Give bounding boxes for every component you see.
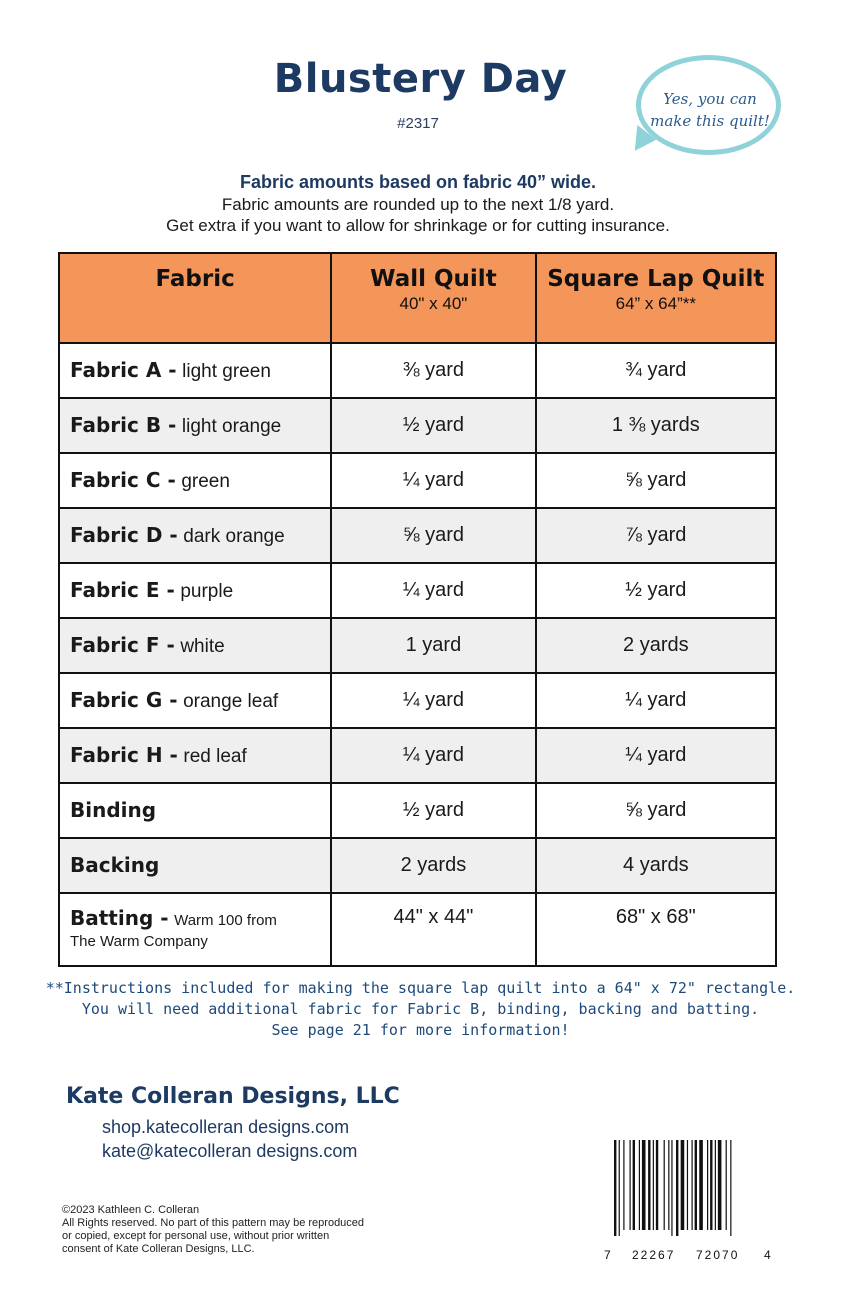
fabric-name-cell [59,453,331,508]
fabric-name: Fabric F - [70,633,175,657]
wall-amount: ⅝ yard [331,508,535,563]
fabric-desc: light orange [181,416,282,437]
upc-digit-right: 4 [764,1248,773,1262]
wall-amount: ¼ yard [331,453,535,508]
wall-amount: 1 yard [331,618,535,673]
wall-amount: ¼ yard [331,673,535,728]
lap-amount: ¼ yard [536,728,776,783]
fabric-name-cell [59,838,331,893]
lap-amount: ⅝ yard [536,453,776,508]
fabric-name-cell [59,398,331,453]
header-wall-label: Wall Quilt [370,266,497,292]
fabric-requirements-table [58,252,777,967]
header-lap-label: Square Lap Quilt [547,266,765,292]
pattern-number: #2317 [397,115,439,132]
batting-desc-2: The Warm Company [70,933,208,950]
fabric-name-cell [59,673,331,728]
fabric-name: Fabric E - [70,578,175,602]
table-row [59,563,776,618]
upc-digits-group-1: 22267 [632,1248,676,1262]
fabric-name-cell [59,343,331,398]
copyright-line: All Rights reserved. No part of this pattern may be reproduced [62,1217,365,1229]
header-wall-size: 40" x 40" [399,294,468,313]
bubble-line-2: make this quilt! [650,112,770,130]
lap-amount: 4 yards [536,838,776,893]
header-lap-size: 64” x 64”** [615,294,696,313]
fabric-desc: red leaf [183,746,247,767]
fabric-name: Batting - [70,906,169,930]
barcode-icon [612,1140,770,1236]
fabric-desc: purple [180,581,234,602]
extra-fabric-note: Get extra if you want to allow for shrinkage or for cutting insurance. [166,216,670,235]
table-row [59,728,776,783]
lap-amount: ¼ yard [536,673,776,728]
fabric-name-cell [59,508,331,563]
table-row [59,618,776,673]
upc-digit-left: 7 [604,1248,613,1262]
fabric-name: Fabric H - [70,743,178,767]
copyright-notice [62,1204,442,1256]
footnote-line-3: See page 21 for more information! [271,1021,570,1039]
header-lap-quilt [536,253,776,343]
fabric-name: Binding [70,798,157,822]
copyright-line: ©2023 Kathleen C. Colleran [62,1204,200,1216]
table-row [59,673,776,728]
lap-amount: ⅝ yard [536,783,776,838]
table-header-row [59,253,776,343]
fabric-name-cell [59,563,331,618]
company-name: Kate Colleran Designs, LLC [66,1084,400,1109]
fabric-name: Fabric A - [70,358,177,382]
fabric-name: Backing [70,853,160,877]
website-link[interactable]: shop.katecolleran designs.com [102,1117,350,1137]
table-row-batting [59,893,776,966]
table-row [59,783,776,838]
rounding-note: Fabric amounts are rounded up to the next 1/8 yard. [221,195,615,214]
header-wall-quilt [331,253,535,343]
footnote-line-2: You will need additional fabric for Fabric B, binding, backing and batting. [81,1000,760,1018]
fabric-desc: dark orange [183,526,285,547]
fabric-name: Fabric D - [70,523,178,547]
table-row [59,343,776,398]
lap-amount: 2 yards [536,618,776,673]
wall-amount: ½ yard [331,783,535,838]
fabric-name-cell [59,893,331,966]
table-row [59,398,776,453]
table-row [59,508,776,563]
fabric-name: Fabric C - [70,468,176,492]
wall-amount: 2 yards [331,838,535,893]
wall-amount: ¼ yard [331,728,535,783]
table-row [59,838,776,893]
copyright-line: or copied, except for personal use, without prior written [62,1230,330,1242]
wall-amount: ¼ yard [331,563,535,618]
fabric-desc: white [180,636,225,657]
header-fabric [59,253,331,343]
lap-amount: 1 ⅜ yards [536,398,776,453]
fabric-name: Fabric B - [70,413,177,437]
speech-bubble-text [640,88,780,132]
lap-amount: ⅞ yard [536,508,776,563]
fabric-desc: green [181,471,230,492]
lap-amount: 68" x 68" [536,893,776,966]
wall-amount: 44" x 44" [331,893,535,966]
lap-amount: ½ yard [536,563,776,618]
fabric-width-note: Fabric amounts based on fabric 40” wide. [239,172,597,192]
fabric-name-cell [59,728,331,783]
fabric-desc: orange leaf [183,691,279,712]
fabric-name: Fabric G - [70,688,178,712]
pattern-title: Blustery Day [273,56,568,102]
copyright-line: consent of Kate Colleran Designs, LLC. [62,1243,255,1255]
footnote-line-1: **Instructions included for making the square lap quilt into a 64" x 72" rectangle. [45,979,796,997]
upc-digits-group-2: 72070 [696,1248,740,1262]
fabric-desc: light green [182,361,271,382]
table-row [59,453,776,508]
wall-amount: ½ yard [331,398,535,453]
lap-amount: ¾ yard [536,343,776,398]
email-link[interactable]: kate@katecolleran designs.com [102,1141,358,1161]
bubble-line-1: Yes, you can [663,90,757,108]
header-fabric-label: Fabric [155,266,235,292]
fabric-name-cell [59,618,331,673]
fabric-name-cell [59,783,331,838]
wall-amount: ⅜ yard [331,343,535,398]
batting-desc-1: Warm 100 from [174,912,277,929]
